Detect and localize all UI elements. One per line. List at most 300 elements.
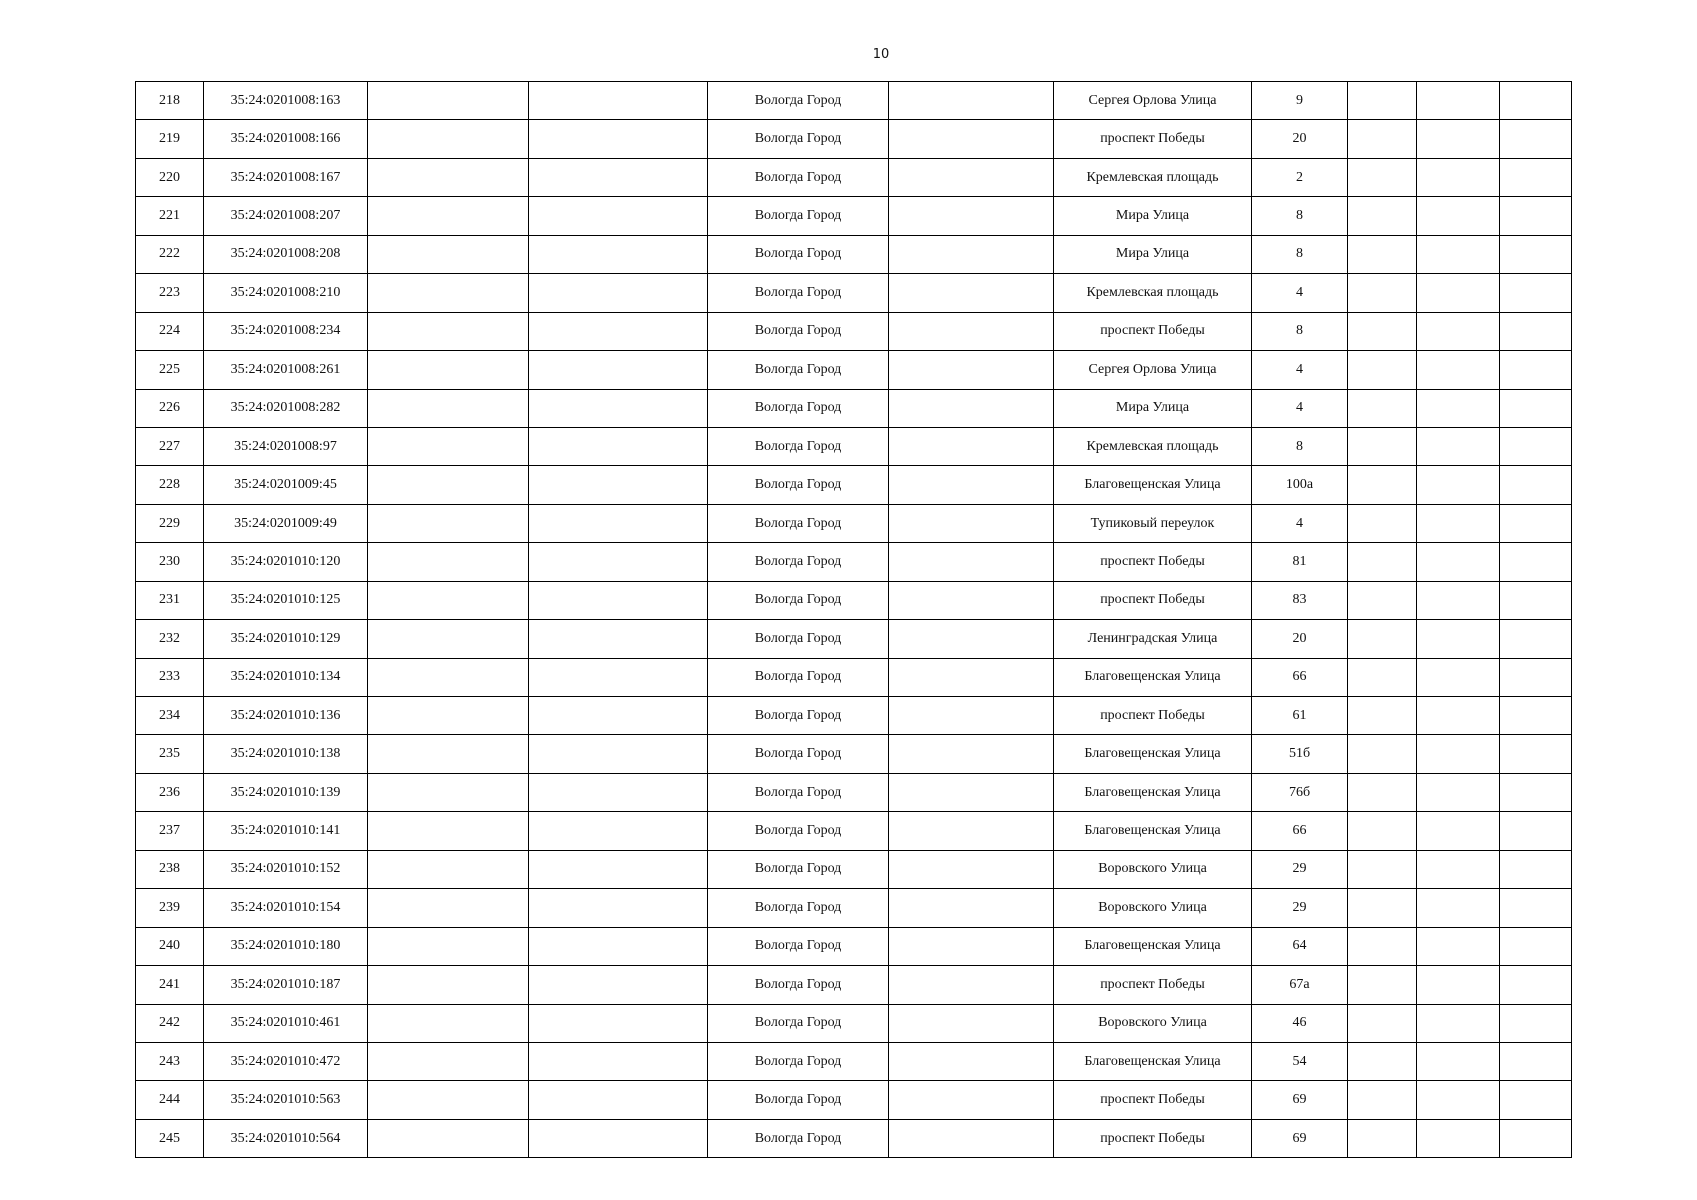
cadastral-number-cell: 35:24:0201008:163 [204,82,368,120]
row-number-cell: 220 [136,158,204,196]
empty-cell [529,158,708,196]
empty-cell [1500,1004,1572,1042]
house-number-cell: 8 [1252,427,1348,465]
empty-cell [1500,850,1572,888]
table-row [136,735,1572,773]
settlement-cell: Вологда Город [708,504,889,542]
empty-cell [368,620,529,658]
street-cell: Воровского Улица [1054,1004,1252,1042]
house-number-cell: 67а [1252,966,1348,1004]
empty-cell [1500,966,1572,1004]
row-number-cell: 239 [136,889,204,927]
cadastral-number-cell: 35:24:0201010:154 [204,889,368,927]
empty-cell [1500,312,1572,350]
empty-cell [1348,504,1417,542]
street-cell: Благовещенская Улица [1054,1042,1252,1080]
street-cell: Благовещенская Улица [1054,658,1252,696]
house-number-cell: 4 [1252,504,1348,542]
street-cell: Мира Улица [1054,389,1252,427]
empty-cell [1348,235,1417,273]
empty-cell [1500,620,1572,658]
empty-cell [1417,466,1500,504]
row-number-cell: 226 [136,389,204,427]
empty-cell [368,1081,529,1119]
table-row [136,197,1572,235]
empty-cell [529,697,708,735]
empty-cell [1348,581,1417,619]
table-row [136,427,1572,465]
empty-cell [1500,82,1572,120]
house-number-cell: 51б [1252,735,1348,773]
empty-cell [529,620,708,658]
street-cell: Мира Улица [1054,235,1252,273]
street-cell: Сергея Орлова Улица [1054,351,1252,389]
empty-cell [1348,966,1417,1004]
empty-cell [529,351,708,389]
empty-cell [1348,735,1417,773]
street-cell: проспект Победы [1054,966,1252,1004]
settlement-cell: Вологда Город [708,197,889,235]
empty-cell [889,1042,1054,1080]
empty-cell [1500,351,1572,389]
empty-cell [889,1004,1054,1042]
empty-cell [1417,1119,1500,1157]
empty-cell [529,312,708,350]
empty-cell [1417,1042,1500,1080]
street-cell: проспект Победы [1054,312,1252,350]
cadastral-number-cell: 35:24:0201008:234 [204,312,368,350]
empty-cell [1348,274,1417,312]
empty-cell [889,466,1054,504]
empty-cell [368,658,529,696]
empty-cell [889,389,1054,427]
table-row [136,466,1572,504]
empty-cell [529,581,708,619]
empty-cell [1348,158,1417,196]
house-number-cell: 66 [1252,658,1348,696]
street-cell: Кремлевская площадь [1054,274,1252,312]
empty-cell [1417,351,1500,389]
table-row [136,658,1572,696]
empty-cell [1417,427,1500,465]
empty-cell [1348,1004,1417,1042]
empty-cell [529,927,708,965]
table-row [136,158,1572,196]
settlement-cell: Вологда Город [708,812,889,850]
cadastral-number-cell: 35:24:0201010:564 [204,1119,368,1157]
empty-cell [1348,773,1417,811]
street-cell: проспект Победы [1054,697,1252,735]
settlement-cell: Вологда Город [708,1081,889,1119]
settlement-cell: Вологда Город [708,274,889,312]
empty-cell [1500,274,1572,312]
settlement-cell: Вологда Город [708,966,889,1004]
table-row [136,812,1572,850]
street-cell: Благовещенская Улица [1054,927,1252,965]
empty-cell [529,197,708,235]
street-cell: Воровского Улица [1054,889,1252,927]
cadastral-number-cell: 35:24:0201010:138 [204,735,368,773]
empty-cell [889,274,1054,312]
house-number-cell: 4 [1252,274,1348,312]
empty-cell [889,889,1054,927]
empty-cell [889,197,1054,235]
empty-cell [1500,120,1572,158]
table-row [136,1042,1572,1080]
cadastral-number-cell: 35:24:0201010:136 [204,697,368,735]
table-row [136,850,1572,888]
house-number-cell: 46 [1252,1004,1348,1042]
house-number-cell: 29 [1252,889,1348,927]
empty-cell [1417,812,1500,850]
table-row [136,504,1572,542]
empty-cell [368,850,529,888]
empty-cell [1348,1042,1417,1080]
table-row [136,389,1572,427]
empty-cell [889,504,1054,542]
empty-cell [529,658,708,696]
empty-cell [368,927,529,965]
empty-cell [889,1119,1054,1157]
empty-cell [368,235,529,273]
empty-cell [529,1004,708,1042]
empty-cell [529,120,708,158]
settlement-cell: Вологда Город [708,466,889,504]
empty-cell [889,658,1054,696]
settlement-cell: Вологда Город [708,351,889,389]
house-number-cell: 29 [1252,850,1348,888]
settlement-cell: Вологда Город [708,543,889,581]
house-number-cell: 8 [1252,197,1348,235]
table-row [136,889,1572,927]
empty-cell [889,697,1054,735]
street-cell: Сергея Орлова Улица [1054,82,1252,120]
settlement-cell: Вологда Город [708,158,889,196]
empty-cell [529,82,708,120]
settlement-cell: Вологда Город [708,1004,889,1042]
empty-cell [1500,197,1572,235]
empty-cell [1348,620,1417,658]
cadastral-number-cell: 35:24:0201008:166 [204,120,368,158]
row-number-cell: 221 [136,197,204,235]
empty-cell [368,82,529,120]
registry-table [135,81,1572,1158]
house-number-cell: 9 [1252,82,1348,120]
empty-cell [368,1042,529,1080]
settlement-cell: Вологда Город [708,235,889,273]
empty-cell [889,427,1054,465]
empty-cell [1348,312,1417,350]
table-row [136,543,1572,581]
empty-cell [368,120,529,158]
cadastral-number-cell: 35:24:0201010:461 [204,1004,368,1042]
empty-cell [1417,274,1500,312]
cadastral-number-cell: 35:24:0201010:187 [204,966,368,1004]
empty-cell [368,427,529,465]
row-number-cell: 235 [136,735,204,773]
house-number-cell: 4 [1252,389,1348,427]
empty-cell [889,812,1054,850]
table-row [136,235,1572,273]
empty-cell [529,1119,708,1157]
empty-cell [529,889,708,927]
cadastral-number-cell: 35:24:0201010:141 [204,812,368,850]
table-row [136,773,1572,811]
empty-cell [1417,735,1500,773]
empty-cell [889,966,1054,1004]
street-cell: Ленинградская Улица [1054,620,1252,658]
empty-cell [1417,543,1500,581]
row-number-cell: 237 [136,812,204,850]
empty-cell [368,466,529,504]
row-number-cell: 242 [136,1004,204,1042]
cadastral-number-cell: 35:24:0201008:210 [204,274,368,312]
empty-cell [529,735,708,773]
empty-cell [889,581,1054,619]
empty-cell [1417,697,1500,735]
cadastral-number-cell: 35:24:0201010:134 [204,658,368,696]
cadastral-number-cell: 35:24:0201010:152 [204,850,368,888]
row-number-cell: 232 [136,620,204,658]
empty-cell [1417,1004,1500,1042]
empty-cell [1500,658,1572,696]
settlement-cell: Вологда Город [708,620,889,658]
house-number-cell: 8 [1252,312,1348,350]
row-number-cell: 245 [136,1119,204,1157]
settlement-cell: Вологда Город [708,120,889,158]
empty-cell [1500,927,1572,965]
settlement-cell: Вологда Город [708,735,889,773]
house-number-cell: 76б [1252,773,1348,811]
empty-cell [1348,351,1417,389]
table-row [136,927,1572,965]
street-cell: проспект Победы [1054,1081,1252,1119]
empty-cell [889,158,1054,196]
settlement-cell: Вологда Город [708,1119,889,1157]
empty-cell [1417,389,1500,427]
empty-cell [1417,889,1500,927]
empty-cell [368,889,529,927]
empty-cell [1348,82,1417,120]
row-number-cell: 241 [136,966,204,1004]
empty-cell [889,850,1054,888]
row-number-cell: 219 [136,120,204,158]
empty-cell [368,812,529,850]
empty-cell [368,735,529,773]
table-row [136,120,1572,158]
empty-cell [529,274,708,312]
row-number-cell: 225 [136,351,204,389]
empty-cell [529,389,708,427]
empty-cell [1417,581,1500,619]
row-number-cell: 223 [136,274,204,312]
empty-cell [529,773,708,811]
empty-cell [368,697,529,735]
empty-cell [889,1081,1054,1119]
empty-cell [368,389,529,427]
empty-cell [1500,504,1572,542]
row-number-cell: 218 [136,82,204,120]
empty-cell [1417,82,1500,120]
empty-cell [368,1004,529,1042]
empty-cell [1348,697,1417,735]
empty-cell [368,274,529,312]
house-number-cell: 64 [1252,927,1348,965]
cadastral-number-cell: 35:24:0201008:167 [204,158,368,196]
empty-cell [1348,889,1417,927]
street-cell: Тупиковый переулок [1054,504,1252,542]
row-number-cell: 243 [136,1042,204,1080]
cadastral-number-cell: 35:24:0201010:563 [204,1081,368,1119]
empty-cell [889,543,1054,581]
empty-cell [1500,158,1572,196]
empty-cell [889,82,1054,120]
cadastral-number-cell: 35:24:0201010:129 [204,620,368,658]
empty-cell [1500,812,1572,850]
row-number-cell: 244 [136,1081,204,1119]
empty-cell [1348,1119,1417,1157]
row-number-cell: 224 [136,312,204,350]
empty-cell [529,1042,708,1080]
empty-cell [368,312,529,350]
cadastral-number-cell: 35:24:0201010:139 [204,773,368,811]
empty-cell [1348,427,1417,465]
empty-cell [1500,735,1572,773]
empty-cell [368,581,529,619]
house-number-cell: 100а [1252,466,1348,504]
empty-cell [368,197,529,235]
empty-cell [1500,1042,1572,1080]
house-number-cell: 81 [1252,543,1348,581]
empty-cell [1417,966,1500,1004]
empty-cell [889,235,1054,273]
page-number: 10 [872,47,890,62]
empty-cell [1500,466,1572,504]
table-row [136,697,1572,735]
empty-cell [1500,1081,1572,1119]
empty-cell [1348,1081,1417,1119]
cadastral-number-cell: 35:24:0201008:97 [204,427,368,465]
empty-cell [1417,620,1500,658]
empty-cell [889,735,1054,773]
house-number-cell: 4 [1252,351,1348,389]
empty-cell [1500,1119,1572,1157]
empty-cell [1417,312,1500,350]
empty-cell [1500,389,1572,427]
row-number-cell: 230 [136,543,204,581]
empty-cell [1500,697,1572,735]
settlement-cell: Вологда Город [708,850,889,888]
table-row [136,966,1572,1004]
empty-cell [529,850,708,888]
row-number-cell: 231 [136,581,204,619]
table-row [136,581,1572,619]
empty-cell [1500,543,1572,581]
settlement-cell: Вологда Город [708,697,889,735]
table-row [136,82,1572,120]
row-number-cell: 229 [136,504,204,542]
house-number-cell: 8 [1252,235,1348,273]
settlement-cell: Вологда Город [708,927,889,965]
empty-cell [889,927,1054,965]
house-number-cell: 69 [1252,1081,1348,1119]
settlement-cell: Вологда Город [708,658,889,696]
settlement-cell: Вологда Город [708,389,889,427]
empty-cell [1417,504,1500,542]
street-cell: Мира Улица [1054,197,1252,235]
cadastral-number-cell: 35:24:0201010:180 [204,927,368,965]
house-number-cell: 66 [1252,812,1348,850]
row-number-cell: 227 [136,427,204,465]
table-row [136,274,1572,312]
cadastral-number-cell: 35:24:0201008:282 [204,389,368,427]
house-number-cell: 83 [1252,581,1348,619]
house-number-cell: 69 [1252,1119,1348,1157]
table-row [136,1119,1572,1157]
cadastral-number-cell: 35:24:0201009:45 [204,466,368,504]
settlement-cell: Вологда Город [708,312,889,350]
empty-cell [1348,812,1417,850]
row-number-cell: 240 [136,927,204,965]
row-number-cell: 222 [136,235,204,273]
table-row [136,312,1572,350]
street-cell: Благовещенская Улица [1054,812,1252,850]
empty-cell [368,504,529,542]
empty-cell [1417,197,1500,235]
empty-cell [1348,927,1417,965]
street-cell: Кремлевская площадь [1054,427,1252,465]
street-cell: Воровского Улица [1054,850,1252,888]
empty-cell [1500,889,1572,927]
settlement-cell: Вологда Город [708,427,889,465]
street-cell: проспект Победы [1054,543,1252,581]
street-cell: Кремлевская площадь [1054,158,1252,196]
empty-cell [368,158,529,196]
street-cell: проспект Победы [1054,120,1252,158]
empty-cell [1417,927,1500,965]
street-cell: Благовещенская Улица [1054,773,1252,811]
house-number-cell: 20 [1252,620,1348,658]
empty-cell [1500,235,1572,273]
empty-cell [889,351,1054,389]
empty-cell [1417,850,1500,888]
cadastral-number-cell: 35:24:0201008:207 [204,197,368,235]
empty-cell [1348,120,1417,158]
empty-cell [1500,581,1572,619]
empty-cell [368,966,529,1004]
empty-cell [529,1081,708,1119]
house-number-cell: 54 [1252,1042,1348,1080]
street-cell: Благовещенская Улица [1054,735,1252,773]
row-number-cell: 236 [136,773,204,811]
row-number-cell: 238 [136,850,204,888]
empty-cell [1500,773,1572,811]
empty-cell [529,543,708,581]
empty-cell [1417,1081,1500,1119]
cadastral-number-cell: 35:24:0201008:208 [204,235,368,273]
empty-cell [889,312,1054,350]
empty-cell [1417,235,1500,273]
empty-cell [368,543,529,581]
cadastral-number-cell: 35:24:0201009:49 [204,504,368,542]
empty-cell [1417,120,1500,158]
table-row [136,1081,1572,1119]
house-number-cell: 20 [1252,120,1348,158]
street-cell: проспект Победы [1054,1119,1252,1157]
cadastral-number-cell: 35:24:0201010:472 [204,1042,368,1080]
cadastral-number-cell: 35:24:0201010:125 [204,581,368,619]
empty-cell [1417,158,1500,196]
